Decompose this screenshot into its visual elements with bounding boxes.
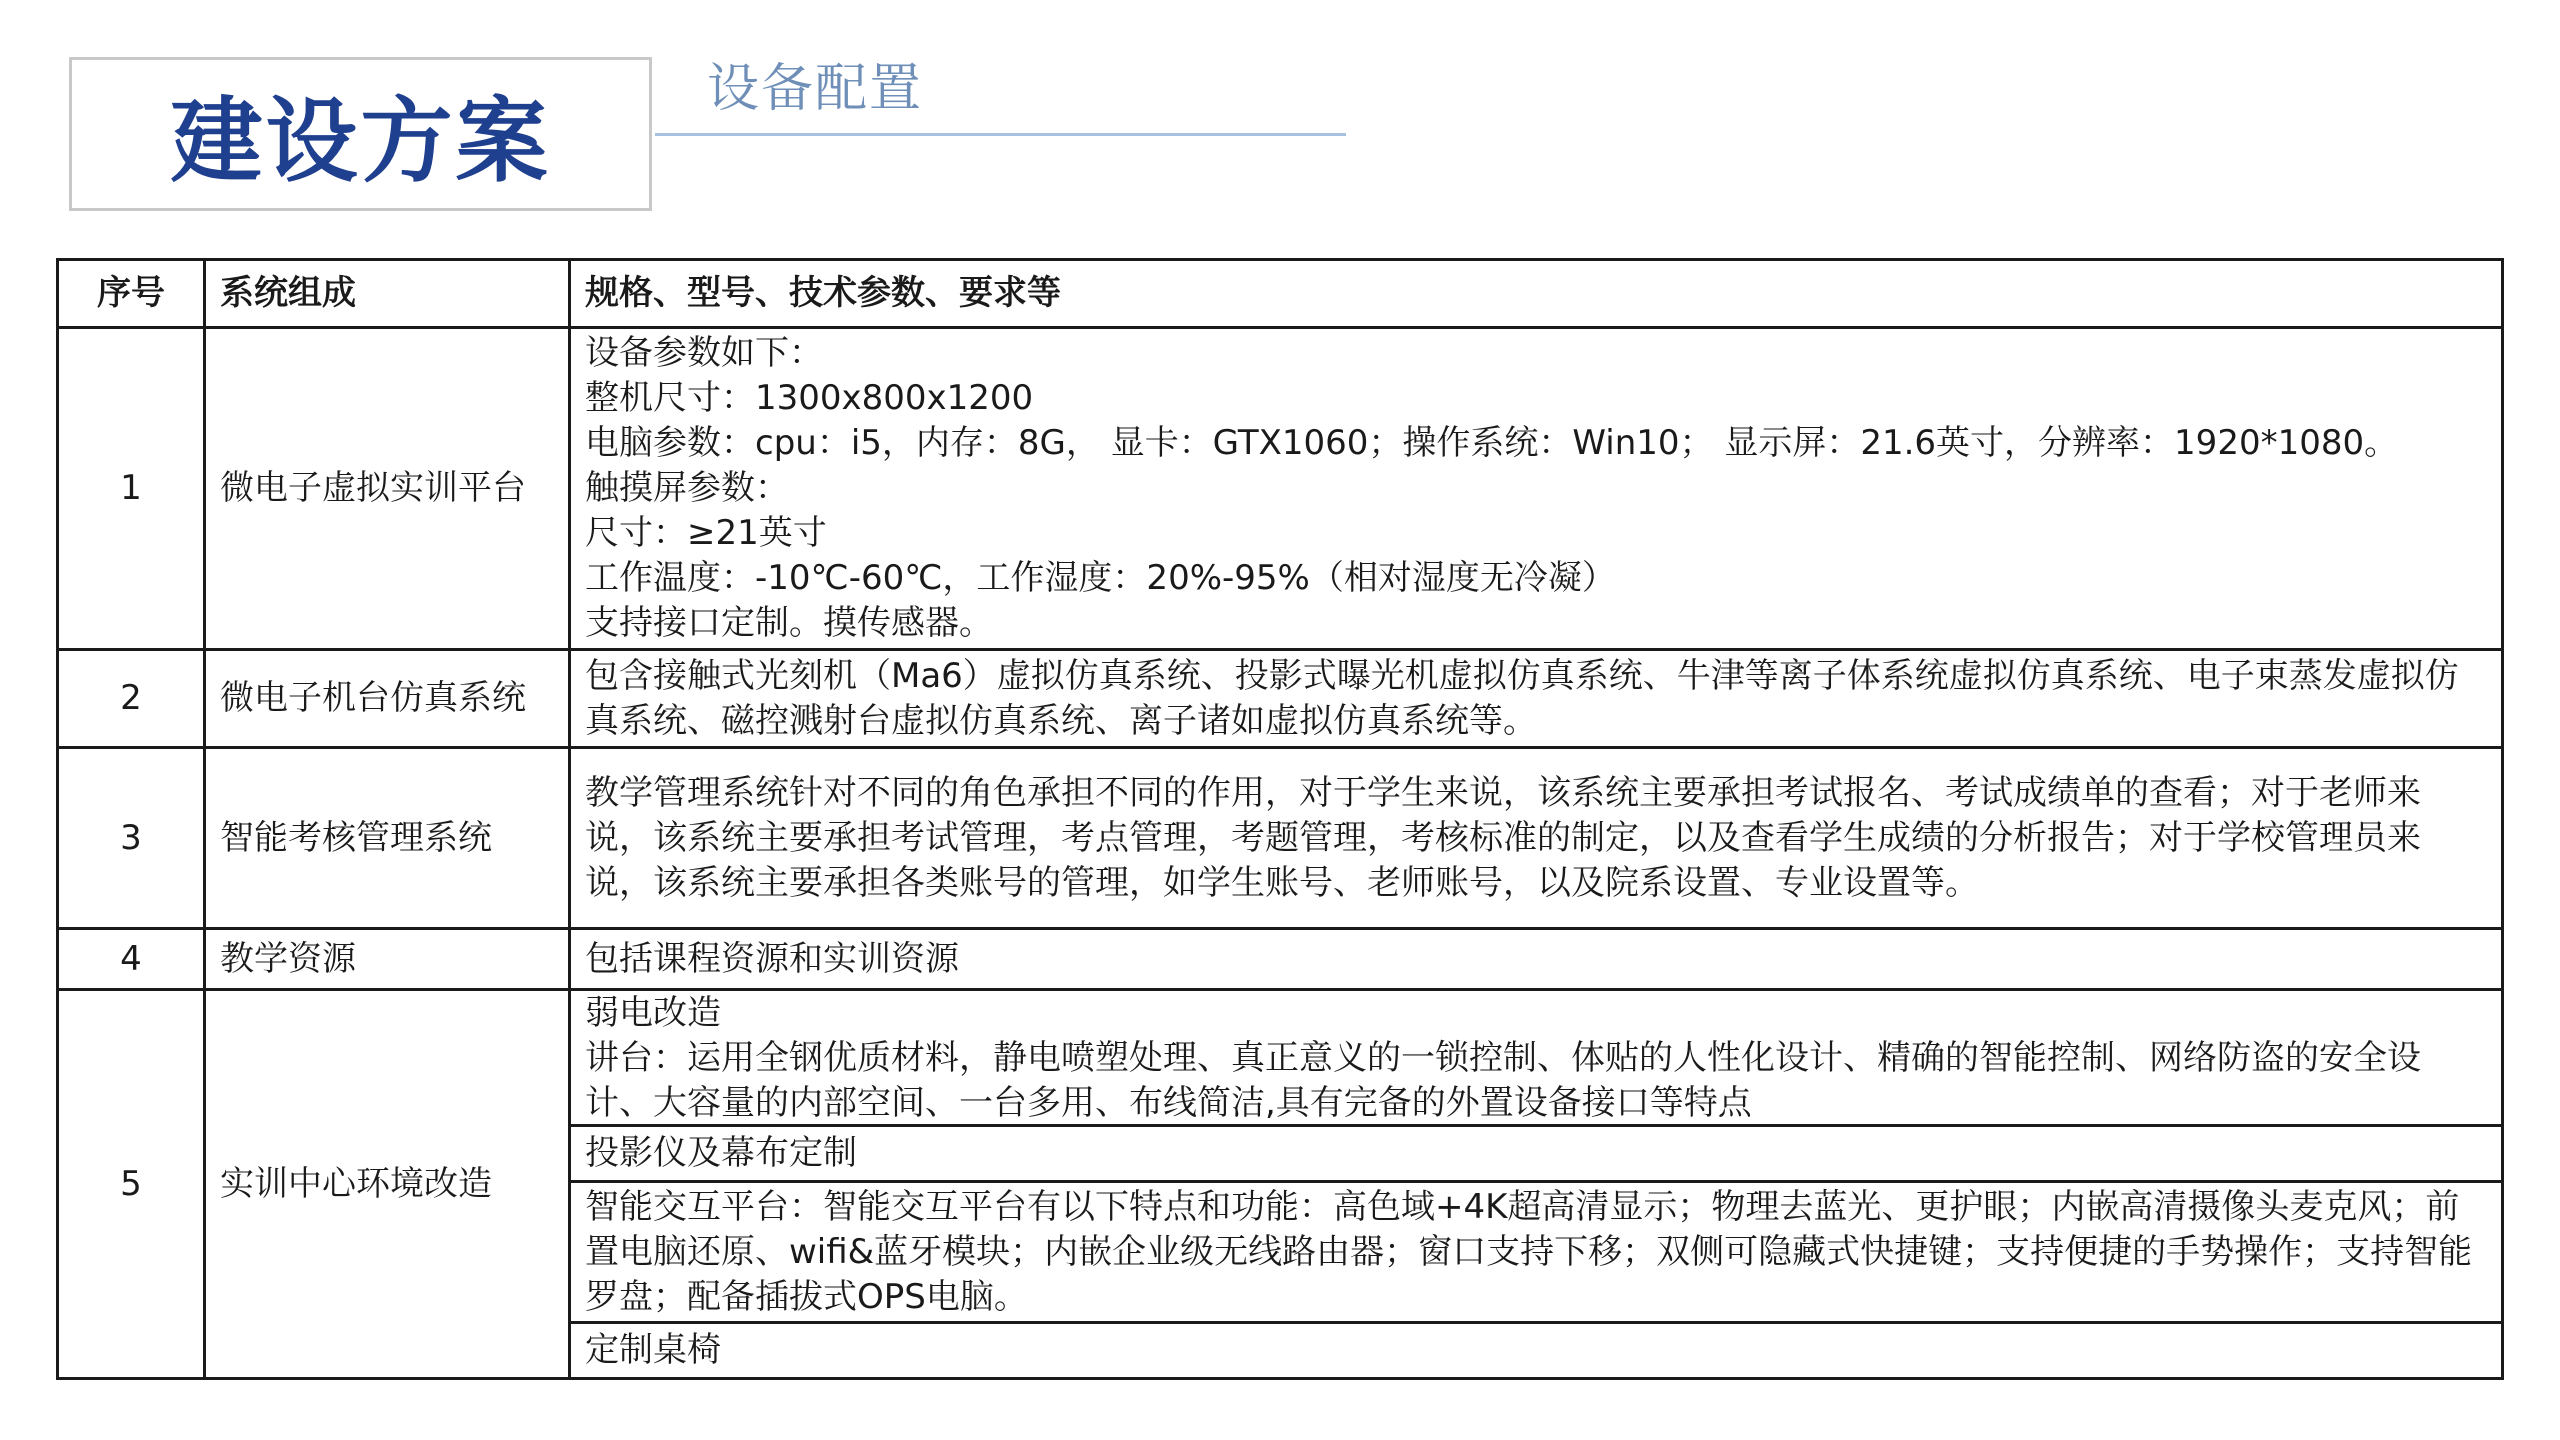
spec-line: 触摸屏参数： [585, 468, 789, 508]
spec-line: 电脑参数：cpu：i5，内存：8G， 显卡：GTX1060；操作系统：Win10； 显示屏：21.6英寸，分辨率：1920*1080。 [585, 423, 2399, 463]
title-box [69, 57, 652, 211]
table-row [58, 929, 2503, 990]
row-spec [570, 650, 2503, 748]
row-number: 4 [58, 929, 205, 990]
sub-row-projector [571, 1127, 2501, 1183]
sub-row-title: 弱电改造 [585, 993, 721, 1033]
table-row [58, 990, 2503, 1379]
row-spec [570, 990, 2503, 1379]
sub-row-text: 定制桌椅 [585, 1330, 721, 1370]
row-number: 3 [58, 748, 205, 929]
sub-row-weak-current [571, 991, 2501, 1127]
spec-line: 设备参数如下： [585, 333, 823, 373]
spec-line: 尺寸：≥21英寸 [585, 513, 827, 553]
header-spec: 规格、型号、技术参数、要求等 [570, 260, 2503, 328]
table-row [58, 328, 2503, 650]
spec-line: 整机尺寸：1300x800x1200 [585, 378, 1034, 418]
spec-text: 教学管理系统针对不同的角色承担不同的作用，对于学生来说，该系统主要承担考试报名、考试成绩单的查看；对于老师来说，该系统主要承担考试管理，考点管理，考题管理，考核标准的制定，以及查看学生成绩的分析报告；对于学校管理员来说，该系统主要承担各类账号的管理，如学生账号、老师账号，以及院系设置、专业设置等。 [585, 772, 2421, 903]
sub-row-text: 投影仪及幕布定制 [585, 1133, 857, 1173]
spec-line: 工作温度：-10℃-60℃，工作湿度：20%-95%（相对湿度无冷凝） [585, 558, 1616, 598]
row-system: 智能考核管理系统 [205, 748, 570, 929]
table-row [58, 748, 2503, 929]
row-spec: 包括课程资源和实训资源 [570, 929, 2503, 990]
equipment-table [56, 258, 2504, 1380]
row-number: 2 [58, 650, 205, 748]
row-system: 实训中心环境改造 [205, 990, 570, 1379]
page-title: 建设方案 [170, 88, 551, 195]
header-no: 序号 [58, 260, 205, 328]
header-system: 系统组成 [205, 260, 570, 328]
sub-row-interactive-platform [571, 1183, 2501, 1324]
spec-line: 支持接口定制。摸传感器。 [585, 603, 993, 643]
sub-row-text: 讲台：运用全钢优质材料，静电喷塑处理、真正意义的一锁控制、体贴的人性化设计、精确的智能控制、网络防盗的安全设计、大容量的内部空间、一台多用、布线简洁,具有完备的外置设备接口等特点 [585, 1038, 2421, 1123]
spec-text: 包含接触式光刻机（Ma6）虚拟仿真系统、投影式曝光机虚拟仿真系统、牛津等离子体系统虚拟仿真系统、电子束蒸发虚拟仿真系统、磁控溅射台虚拟仿真系统、离子诸如虚拟仿真系统等。 [585, 655, 2459, 741]
sub-row-text: 智能交互平台：智能交互平台有以下特点和功能：高色域+4K超高清显示；物理去蓝光、更护眼；内嵌高清摄像头麦克风；前置电脑还原、wifi&蓝牙模块；内嵌企业级无线路由器；窗口支持下移；双侧可隐藏式快捷键；支持便捷的手势操作；支持智能罗盘；配备插拔式OPS电脑。 [585, 1187, 2473, 1317]
table-row [58, 650, 2503, 748]
row-system: 微电子虚拟实训平台 [205, 328, 570, 650]
row-number: 5 [58, 990, 205, 1379]
row-system: 微电子机台仿真系统 [205, 650, 570, 748]
table-header-row [58, 260, 2503, 328]
sub-row-desks [571, 1324, 2501, 1377]
row-number: 1 [58, 328, 205, 650]
row-spec [570, 748, 2503, 929]
row-spec [570, 328, 2503, 650]
subtitle-underline [655, 133, 1346, 136]
row-system: 教学资源 [205, 929, 570, 990]
section-subtitle: 设备配置 [707, 59, 924, 119]
